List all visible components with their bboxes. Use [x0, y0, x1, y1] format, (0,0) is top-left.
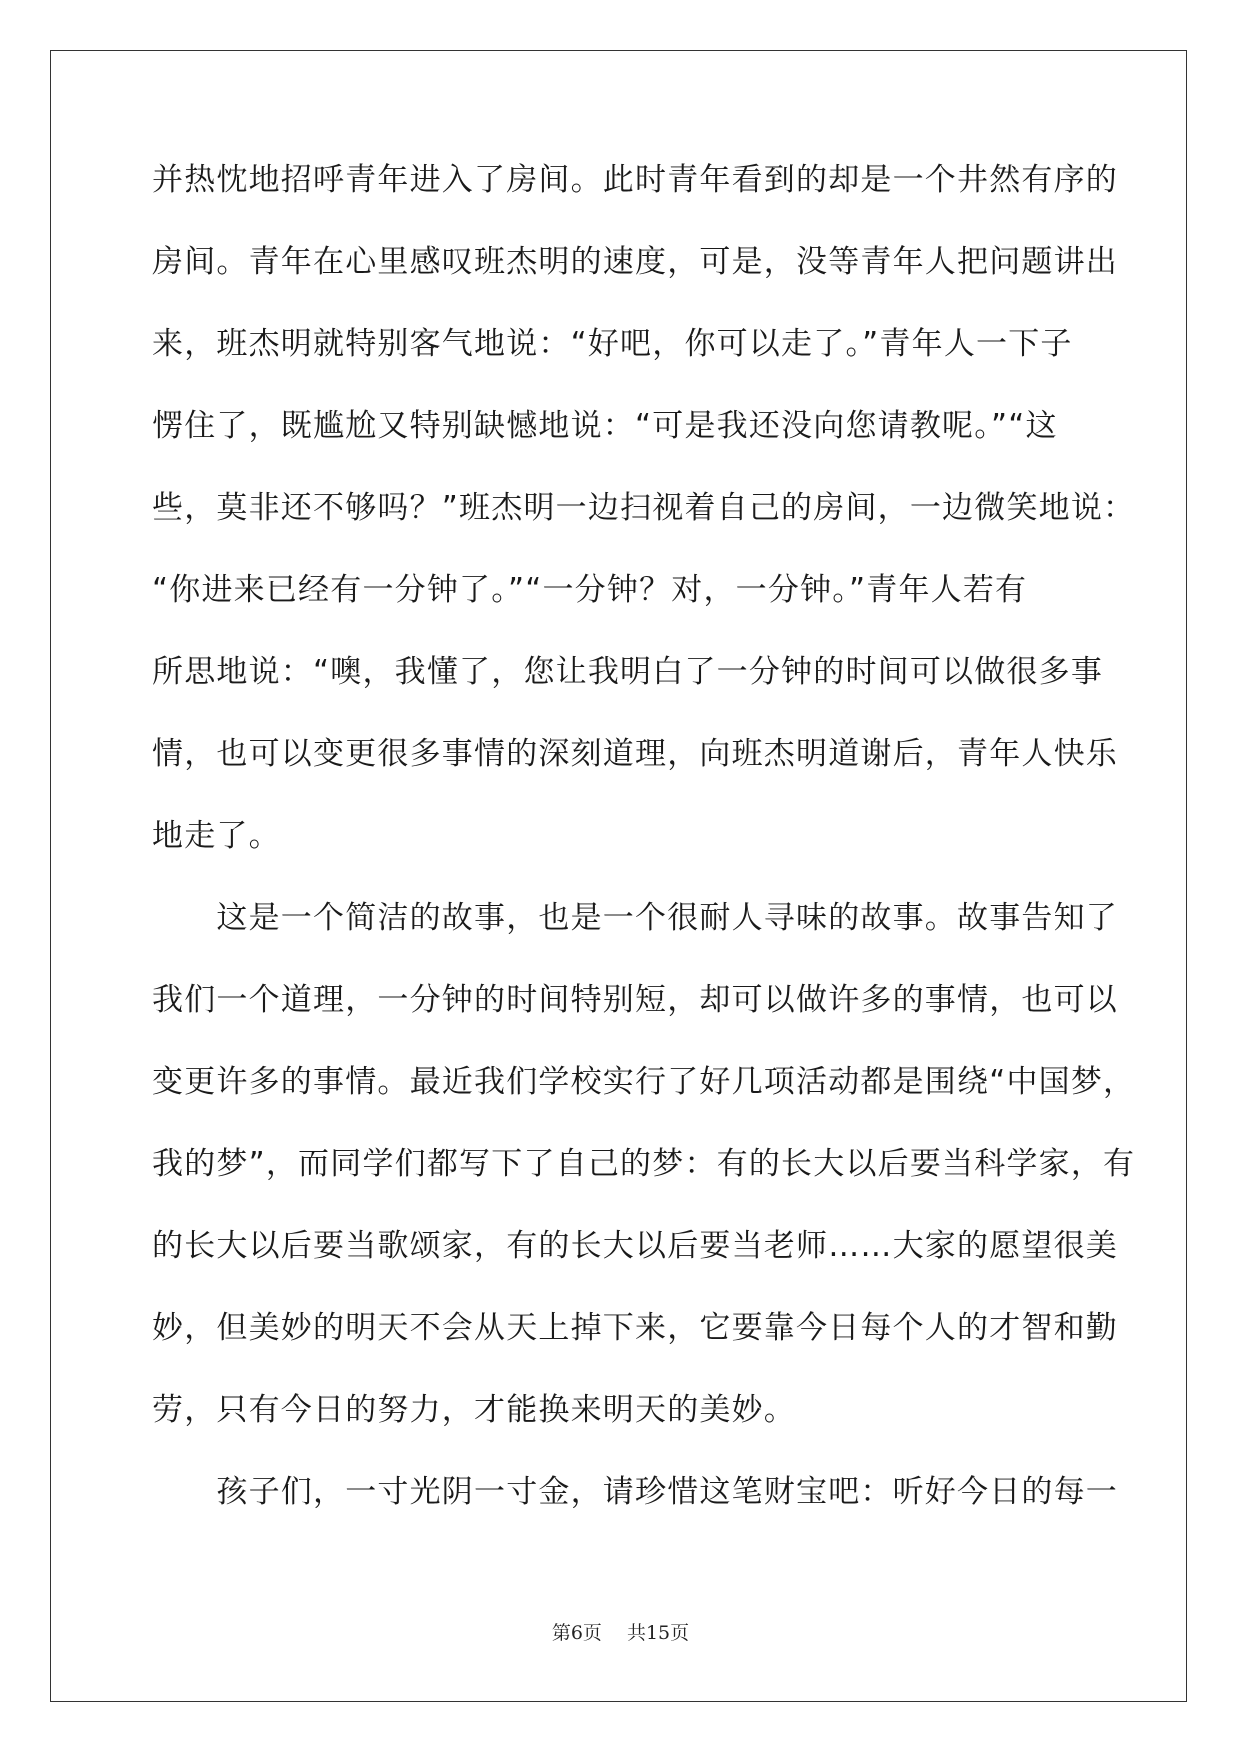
page-number-footer: 第6页 共15页 — [551, 1622, 690, 1644]
text-line: 来，班杰明就特别客气地说：“好吧，你可以走了。”青年人一下子 — [152, 326, 1073, 362]
body-text — [152, 162, 1136, 1556]
text-line: 情，也可以变更很多事情的深刻道理，向班杰明道谢后，青年人快乐 — [152, 736, 1118, 772]
text-line: 些，莫非还不够吗？”班杰明一边扫视着自己的房间，一边微笑地说： — [152, 490, 1136, 526]
text-line: 我们一个道理，一分钟的时间特别短，却可以做许多的事情，也可以 — [152, 982, 1118, 1018]
text-line: 所思地说：“噢，我懂了，您让我明白了一分钟的时间可以做很多事 — [152, 654, 1104, 690]
text-line: 地走了。 — [152, 818, 281, 854]
text-line: 变更许多的事情。最近我们学校实行了好几项活动都是围绕“中国梦， — [152, 1064, 1136, 1100]
text-line: 房间。青年在心里感叹班杰明的速度，可是，没等青年人把问题讲出 — [152, 244, 1118, 280]
text-line: 并热忱地招呼青年进入了房间。此时青年看到的却是一个井然有序的 — [152, 162, 1118, 198]
text-line: “你进来已经有一分钟了。”“一分钟？对，一分钟。”青年人若有 — [152, 572, 1028, 608]
text-line: 孩子们，一寸光阴一寸金，请珍惜这笔财宝吧：听好今日的每一 — [152, 1474, 1118, 1510]
text-line: 愣住了，既尴尬又特别缺憾地说：“可是我还没向您请教呢。”“这 — [152, 408, 1058, 444]
text-line: 的长大以后要当歌颂家，有的长大以后要当老师……大家的愿望很美 — [152, 1228, 1118, 1264]
text-line: 这是一个简洁的故事，也是一个很耐人寻味的故事。故事告知了 — [152, 900, 1118, 936]
text-line: 我的梦”，而同学们都写下了自己的梦：有的长大以后要当科学家，有 — [152, 1146, 1136, 1182]
text-line: 劳，只有今日的努力，才能换来明天的美妙。 — [152, 1392, 796, 1428]
text-line: 妙，但美妙的明天不会从天上掉下来，它要靠今日每个人的才智和勤 — [152, 1310, 1118, 1346]
